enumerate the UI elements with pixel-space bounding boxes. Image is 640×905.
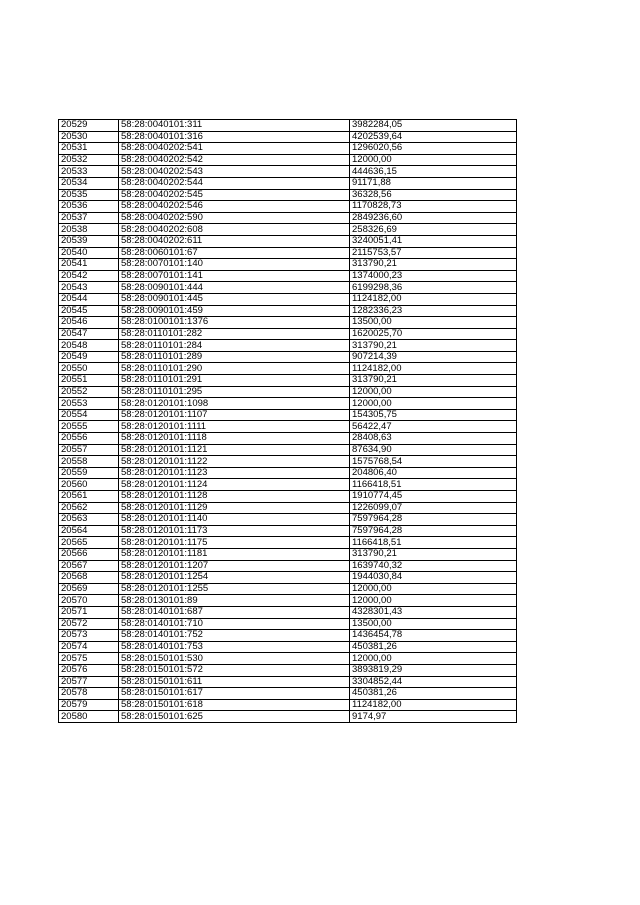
table-row <box>59 317 517 329</box>
value-cell: 1639740,32 <box>350 560 517 572</box>
table-row <box>59 491 517 503</box>
cadastral-number-cell: 58:28:0120101:1123 <box>119 467 350 479</box>
row-number-cell: 20556 <box>59 433 119 445</box>
row-number-cell: 20569 <box>59 583 119 595</box>
table-row <box>59 514 517 526</box>
table-row <box>59 630 517 642</box>
cadastral-number-cell: 58:28:0040202:541 <box>119 143 350 155</box>
value-cell: 1124182,00 <box>350 363 517 375</box>
row-number-cell: 20544 <box>59 293 119 305</box>
row-number-cell: 20574 <box>59 641 119 653</box>
table-row <box>59 328 517 340</box>
cadastral-number-cell: 58:28:0110101:289 <box>119 351 350 363</box>
row-number-cell: 20566 <box>59 548 119 560</box>
cadastral-number-cell: 58:28:0120101:1173 <box>119 525 350 537</box>
cadastral-number-cell: 58:28:0090101:459 <box>119 305 350 317</box>
cadastral-number-cell: 58:28:0090101:444 <box>119 282 350 294</box>
table-row <box>59 398 517 410</box>
row-number-cell: 20552 <box>59 386 119 398</box>
value-cell: 907214,39 <box>350 351 517 363</box>
row-number-cell: 20534 <box>59 177 119 189</box>
cadastral-number-cell: 58:28:0120101:1181 <box>119 548 350 560</box>
value-cell: 1226099,07 <box>350 502 517 514</box>
row-number-cell: 20529 <box>59 120 119 132</box>
cadastral-number-cell: 58:28:0140101:752 <box>119 630 350 642</box>
row-number-cell: 20568 <box>59 572 119 584</box>
value-cell: 1944030,84 <box>350 572 517 584</box>
table-row <box>59 375 517 387</box>
value-cell: 7597964,28 <box>350 525 517 537</box>
cadastral-number-cell: 58:28:0150101:530 <box>119 653 350 665</box>
table-row <box>59 467 517 479</box>
value-cell: 1166418,51 <box>350 537 517 549</box>
table-row <box>59 351 517 363</box>
value-cell: 91171,88 <box>350 177 517 189</box>
value-cell: 1124182,00 <box>350 699 517 711</box>
table-row <box>59 711 517 723</box>
cadastral-number-cell: 58:28:0110101:291 <box>119 375 350 387</box>
value-cell: 313790,21 <box>350 375 517 387</box>
cadastral-number-cell: 58:28:0040202:546 <box>119 201 350 213</box>
table-row <box>59 235 517 247</box>
value-cell: 258326,69 <box>350 224 517 236</box>
table-row <box>59 282 517 294</box>
cadastral-number-cell: 58:28:0070101:141 <box>119 270 350 282</box>
table-row <box>59 131 517 143</box>
value-cell: 13500,00 <box>350 618 517 630</box>
value-cell: 9174,97 <box>350 711 517 723</box>
value-cell: 4202539,64 <box>350 131 517 143</box>
value-cell: 12000,00 <box>350 154 517 166</box>
table-row <box>59 305 517 317</box>
row-number-cell: 20557 <box>59 444 119 456</box>
cadastral-number-cell: 58:28:0040202:543 <box>119 166 350 178</box>
row-number-cell: 20546 <box>59 317 119 329</box>
row-number-cell: 20570 <box>59 595 119 607</box>
cadastral-number-cell: 58:28:0110101:295 <box>119 386 350 398</box>
row-number-cell: 20540 <box>59 247 119 259</box>
row-number-cell: 20550 <box>59 363 119 375</box>
row-number-cell: 20535 <box>59 189 119 201</box>
value-cell: 2849236,60 <box>350 212 517 224</box>
table-row <box>59 595 517 607</box>
cadastral-number-cell: 58:28:0100101:1376 <box>119 317 350 329</box>
row-number-cell: 20536 <box>59 201 119 213</box>
cadastral-number-cell: 58:28:0110101:282 <box>119 328 350 340</box>
cadastral-number-cell: 58:28:0150101:572 <box>119 664 350 676</box>
table-row <box>59 421 517 433</box>
value-cell: 450381,26 <box>350 641 517 653</box>
cadastral-number-cell: 58:28:0150101:611 <box>119 676 350 688</box>
row-number-cell: 20560 <box>59 479 119 491</box>
value-cell: 1166418,51 <box>350 479 517 491</box>
cadastral-number-cell: 58:28:0120101:1129 <box>119 502 350 514</box>
table-row <box>59 259 517 271</box>
cadastral-number-cell: 58:28:0070101:140 <box>119 259 350 271</box>
row-number-cell: 20573 <box>59 630 119 642</box>
cadastral-number-cell: 58:28:0120101:1107 <box>119 409 350 421</box>
row-number-cell: 20558 <box>59 456 119 468</box>
row-number-cell: 20543 <box>59 282 119 294</box>
cadastral-number-cell: 58:28:0120101:1128 <box>119 491 350 503</box>
row-number-cell: 20532 <box>59 154 119 166</box>
cadastral-number-cell: 58:28:0120101:1207 <box>119 560 350 572</box>
table-row <box>59 653 517 665</box>
row-number-cell: 20542 <box>59 270 119 282</box>
cadastral-number-cell: 58:28:0140101:753 <box>119 641 350 653</box>
row-number-cell: 20530 <box>59 131 119 143</box>
cadastral-number-cell: 58:28:0120101:1254 <box>119 572 350 584</box>
table-row <box>59 606 517 618</box>
row-number-cell: 20579 <box>59 699 119 711</box>
value-cell: 444636,15 <box>350 166 517 178</box>
value-cell: 1124182,00 <box>350 293 517 305</box>
value-cell: 3893819,29 <box>350 664 517 676</box>
cadastral-number-cell: 58:28:0120101:1255 <box>119 583 350 595</box>
table-row <box>59 212 517 224</box>
table-row <box>59 433 517 445</box>
row-number-cell: 20564 <box>59 525 119 537</box>
cadastral-number-cell: 58:28:0120101:1111 <box>119 421 350 433</box>
cadastral-number-cell: 58:28:0120101:1175 <box>119 537 350 549</box>
table-row <box>59 456 517 468</box>
value-cell: 1282336,23 <box>350 305 517 317</box>
cadastral-number-cell: 58:28:0040202:544 <box>119 177 350 189</box>
row-number-cell: 20580 <box>59 711 119 723</box>
table-row <box>59 688 517 700</box>
value-cell: 3240051,41 <box>350 235 517 247</box>
row-number-cell: 20545 <box>59 305 119 317</box>
table-row <box>59 340 517 352</box>
value-cell: 12000,00 <box>350 386 517 398</box>
value-cell: 13500,00 <box>350 317 517 329</box>
value-cell: 1620025,70 <box>350 328 517 340</box>
cadastral-number-cell: 58:28:0040202:545 <box>119 189 350 201</box>
row-number-cell: 20539 <box>59 235 119 247</box>
row-number-cell: 20578 <box>59 688 119 700</box>
cadastral-number-cell: 58:28:0110101:284 <box>119 340 350 352</box>
table-row <box>59 270 517 282</box>
row-number-cell: 20559 <box>59 467 119 479</box>
value-cell: 12000,00 <box>350 653 517 665</box>
value-cell: 2115753,57 <box>350 247 517 259</box>
value-cell: 450381,26 <box>350 688 517 700</box>
value-cell: 313790,21 <box>350 548 517 560</box>
value-cell: 313790,21 <box>350 259 517 271</box>
table-row <box>59 166 517 178</box>
table-row <box>59 664 517 676</box>
cadastral-number-cell: 58:28:0090101:445 <box>119 293 350 305</box>
cadastral-number-cell: 58:28:0140101:687 <box>119 606 350 618</box>
value-cell: 4328301,43 <box>350 606 517 618</box>
row-number-cell: 20577 <box>59 676 119 688</box>
table-row <box>59 583 517 595</box>
value-cell: 154305,75 <box>350 409 517 421</box>
value-cell: 1170828,73 <box>350 201 517 213</box>
table-row <box>59 618 517 630</box>
value-cell: 28408,63 <box>350 433 517 445</box>
row-number-cell: 20575 <box>59 653 119 665</box>
table-row <box>59 537 517 549</box>
value-cell: 12000,00 <box>350 583 517 595</box>
table-row <box>59 444 517 456</box>
table-row <box>59 120 517 132</box>
records-table-body <box>59 120 517 723</box>
row-number-cell: 20561 <box>59 491 119 503</box>
value-cell: 3982284,05 <box>350 120 517 132</box>
cadastral-number-cell: 58:28:0120101:1140 <box>119 514 350 526</box>
row-number-cell: 20562 <box>59 502 119 514</box>
row-number-cell: 20554 <box>59 409 119 421</box>
row-number-cell: 20571 <box>59 606 119 618</box>
cadastral-number-cell: 58:28:0120101:1122 <box>119 456 350 468</box>
cadastral-number-cell: 58:28:0120101:1118 <box>119 433 350 445</box>
value-cell: 56422,47 <box>350 421 517 433</box>
value-cell: 7597964,28 <box>350 514 517 526</box>
row-number-cell: 20537 <box>59 212 119 224</box>
cadastral-number-cell: 58:28:0040202:542 <box>119 154 350 166</box>
row-number-cell: 20567 <box>59 560 119 572</box>
table-row <box>59 525 517 537</box>
value-cell: 1575768,54 <box>350 456 517 468</box>
value-cell: 204806,40 <box>350 467 517 479</box>
row-number-cell: 20553 <box>59 398 119 410</box>
row-number-cell: 20576 <box>59 664 119 676</box>
row-number-cell: 20538 <box>59 224 119 236</box>
table-row <box>59 676 517 688</box>
row-number-cell: 20549 <box>59 351 119 363</box>
table-row <box>59 699 517 711</box>
value-cell: 313790,21 <box>350 340 517 352</box>
cadastral-number-cell: 58:28:0040202:590 <box>119 212 350 224</box>
table-row <box>59 363 517 375</box>
cadastral-number-cell: 58:28:0040202:611 <box>119 235 350 247</box>
cadastral-number-cell: 58:28:0150101:617 <box>119 688 350 700</box>
row-number-cell: 20572 <box>59 618 119 630</box>
row-number-cell: 20565 <box>59 537 119 549</box>
row-number-cell: 20548 <box>59 340 119 352</box>
row-number-cell: 20555 <box>59 421 119 433</box>
table-row <box>59 502 517 514</box>
table-row <box>59 293 517 305</box>
table-row <box>59 479 517 491</box>
table-row <box>59 224 517 236</box>
table-row <box>59 247 517 259</box>
table-row <box>59 154 517 166</box>
table-row <box>59 548 517 560</box>
value-cell: 6199298,36 <box>350 282 517 294</box>
cadastral-number-cell: 58:28:0140101:710 <box>119 618 350 630</box>
cadastral-number-cell: 58:28:0130101:89 <box>119 595 350 607</box>
table-row <box>59 189 517 201</box>
table-row <box>59 386 517 398</box>
table-row <box>59 177 517 189</box>
row-number-cell: 20563 <box>59 514 119 526</box>
value-cell: 87634,90 <box>350 444 517 456</box>
table-row <box>59 560 517 572</box>
cadastral-number-cell: 58:28:0040101:316 <box>119 131 350 143</box>
records-table <box>58 119 517 723</box>
table-row <box>59 409 517 421</box>
cadastral-number-cell: 58:28:0110101:290 <box>119 363 350 375</box>
cadastral-number-cell: 58:28:0150101:618 <box>119 699 350 711</box>
row-number-cell: 20551 <box>59 375 119 387</box>
cadastral-number-cell: 58:28:0120101:1124 <box>119 479 350 491</box>
row-number-cell: 20531 <box>59 143 119 155</box>
table-row <box>59 143 517 155</box>
table-row <box>59 572 517 584</box>
cadastral-number-cell: 58:28:0060101:67 <box>119 247 350 259</box>
value-cell: 1910774,45 <box>350 491 517 503</box>
row-number-cell: 20533 <box>59 166 119 178</box>
cadastral-number-cell: 58:28:0150101:625 <box>119 711 350 723</box>
value-cell: 36328,56 <box>350 189 517 201</box>
value-cell: 12000,00 <box>350 595 517 607</box>
row-number-cell: 20547 <box>59 328 119 340</box>
value-cell: 1296020,56 <box>350 143 517 155</box>
value-cell: 1374000,23 <box>350 270 517 282</box>
table-row <box>59 201 517 213</box>
table-row <box>59 641 517 653</box>
cadastral-number-cell: 58:28:0120101:1121 <box>119 444 350 456</box>
value-cell: 12000,00 <box>350 398 517 410</box>
value-cell: 3304852,44 <box>350 676 517 688</box>
value-cell: 1436454,78 <box>350 630 517 642</box>
row-number-cell: 20541 <box>59 259 119 271</box>
cadastral-number-cell: 58:28:0040202:608 <box>119 224 350 236</box>
cadastral-number-cell: 58:28:0120101:1098 <box>119 398 350 410</box>
cadastral-number-cell: 58:28:0040101:311 <box>119 120 350 132</box>
